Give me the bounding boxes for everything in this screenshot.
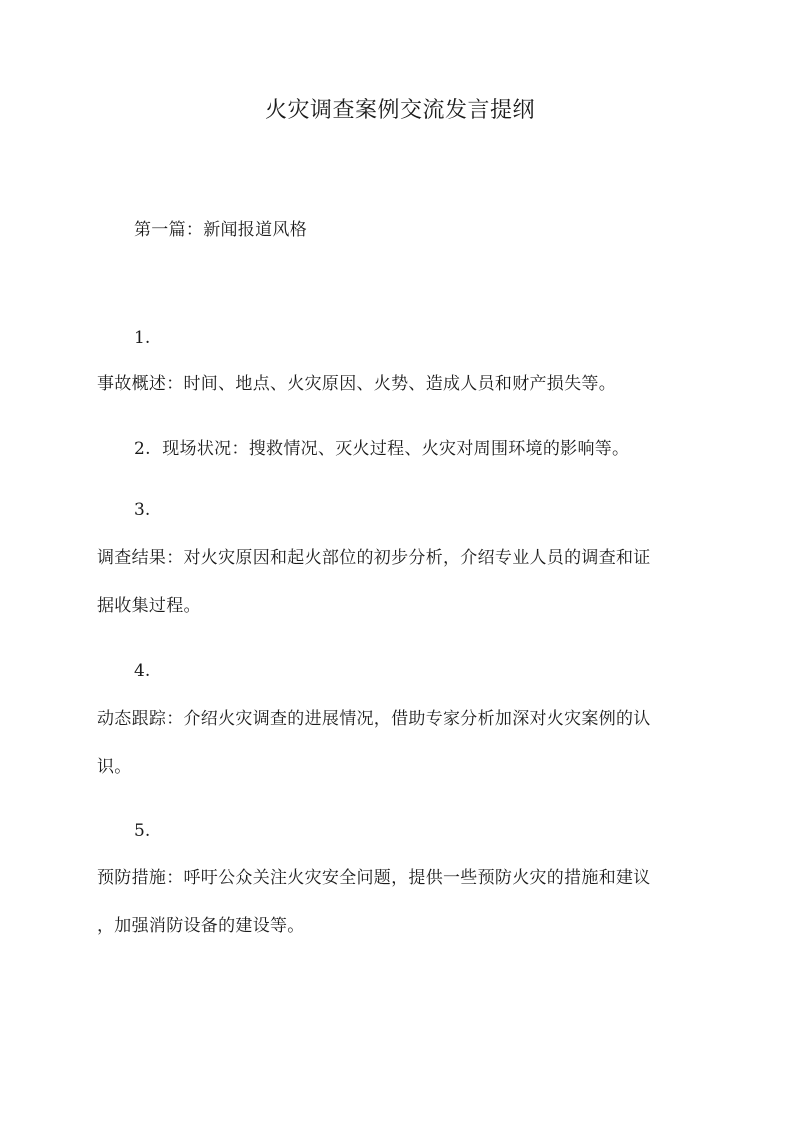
item-2-text: 现场状况：搜救情况、灭火过程、火灾对周围环境的影响等。 — [162, 439, 630, 459]
item-5-text-line-1: 预防措施：呼吁公众关注火灾安全问题，提供一些预防火灾的措施和建议 — [97, 868, 651, 888]
item-2-number: 2. — [134, 439, 151, 459]
item-2 — [134, 436, 746, 462]
document-title: 火灾调查案例交流发言提纲 — [264, 98, 535, 123]
item-3-text-line-2: 据收集过程。 — [97, 596, 201, 616]
section-heading: 第一篇：新闻报道风格 — [134, 220, 307, 240]
item-3-text-line-1: 调查结果：对火灾原因和起火部位的初步分析，介绍专业人员的调查和证 — [97, 548, 651, 568]
item-4-number: 4. — [134, 661, 151, 681]
item-4-text-line-2: 识。 — [97, 757, 132, 777]
item-5-number: 5. — [134, 821, 151, 841]
item-4-text-line-1: 动态跟踪：介绍火灾调查的进展情况，借助专家分析加深对火灾案例的认 — [97, 709, 651, 729]
item-1-number: 1. — [134, 328, 151, 348]
item-3-number: 3. — [134, 500, 151, 520]
item-1-text: 事故概述：时间、地点、火灾原因、火势、造成人员和财产损失等。 — [97, 374, 616, 394]
item-5-text-line-2: ，加强消防设备的建设等。 — [97, 916, 305, 936]
